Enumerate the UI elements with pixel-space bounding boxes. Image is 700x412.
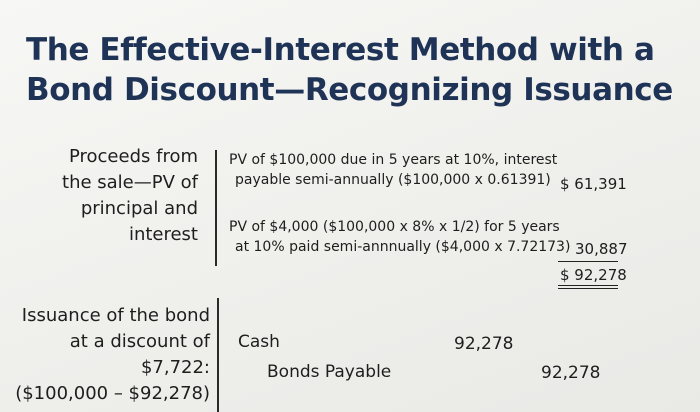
principal-description: PV of $100,000 due in 5 years at 10%, interest payable semi-annually ($100,000 x 0.61391) [229,152,558,188]
proceeds-divider [215,150,217,266]
credit-account: Bonds Payable [267,362,392,382]
interest-amount: 30,887 [575,240,628,258]
principal-amount: $ 61,391 [560,175,627,193]
debit-amount: 92,278 [454,334,514,354]
total-double-rule-top [558,285,618,286]
title-line-2: Bond Discount—Recognizing Issuance [26,72,673,108]
issuance-divider [217,298,219,412]
subtotal-rule [558,261,618,262]
credit-amount: 92,278 [541,363,601,383]
debit-account: Cash [238,332,280,352]
total-double-rule-bottom [558,288,618,289]
issuance-label: Issuance of the bond at a discount of $7,722: ($100,000 – $92,278) [15,305,210,404]
total-proceeds: $ 92,278 [560,266,627,284]
interest-description: PV of $4,000 ($100,000 x 8% x 1/2) for 5 years at 10% paid semi-annnually ($4,000 x 7.72173) [229,219,571,255]
slide-title [26,30,673,110]
proceeds-label: Proceeds from the sale—PV of principal and interest [62,146,198,245]
title-line-1: The Effective-Interest Method with a [26,32,655,68]
